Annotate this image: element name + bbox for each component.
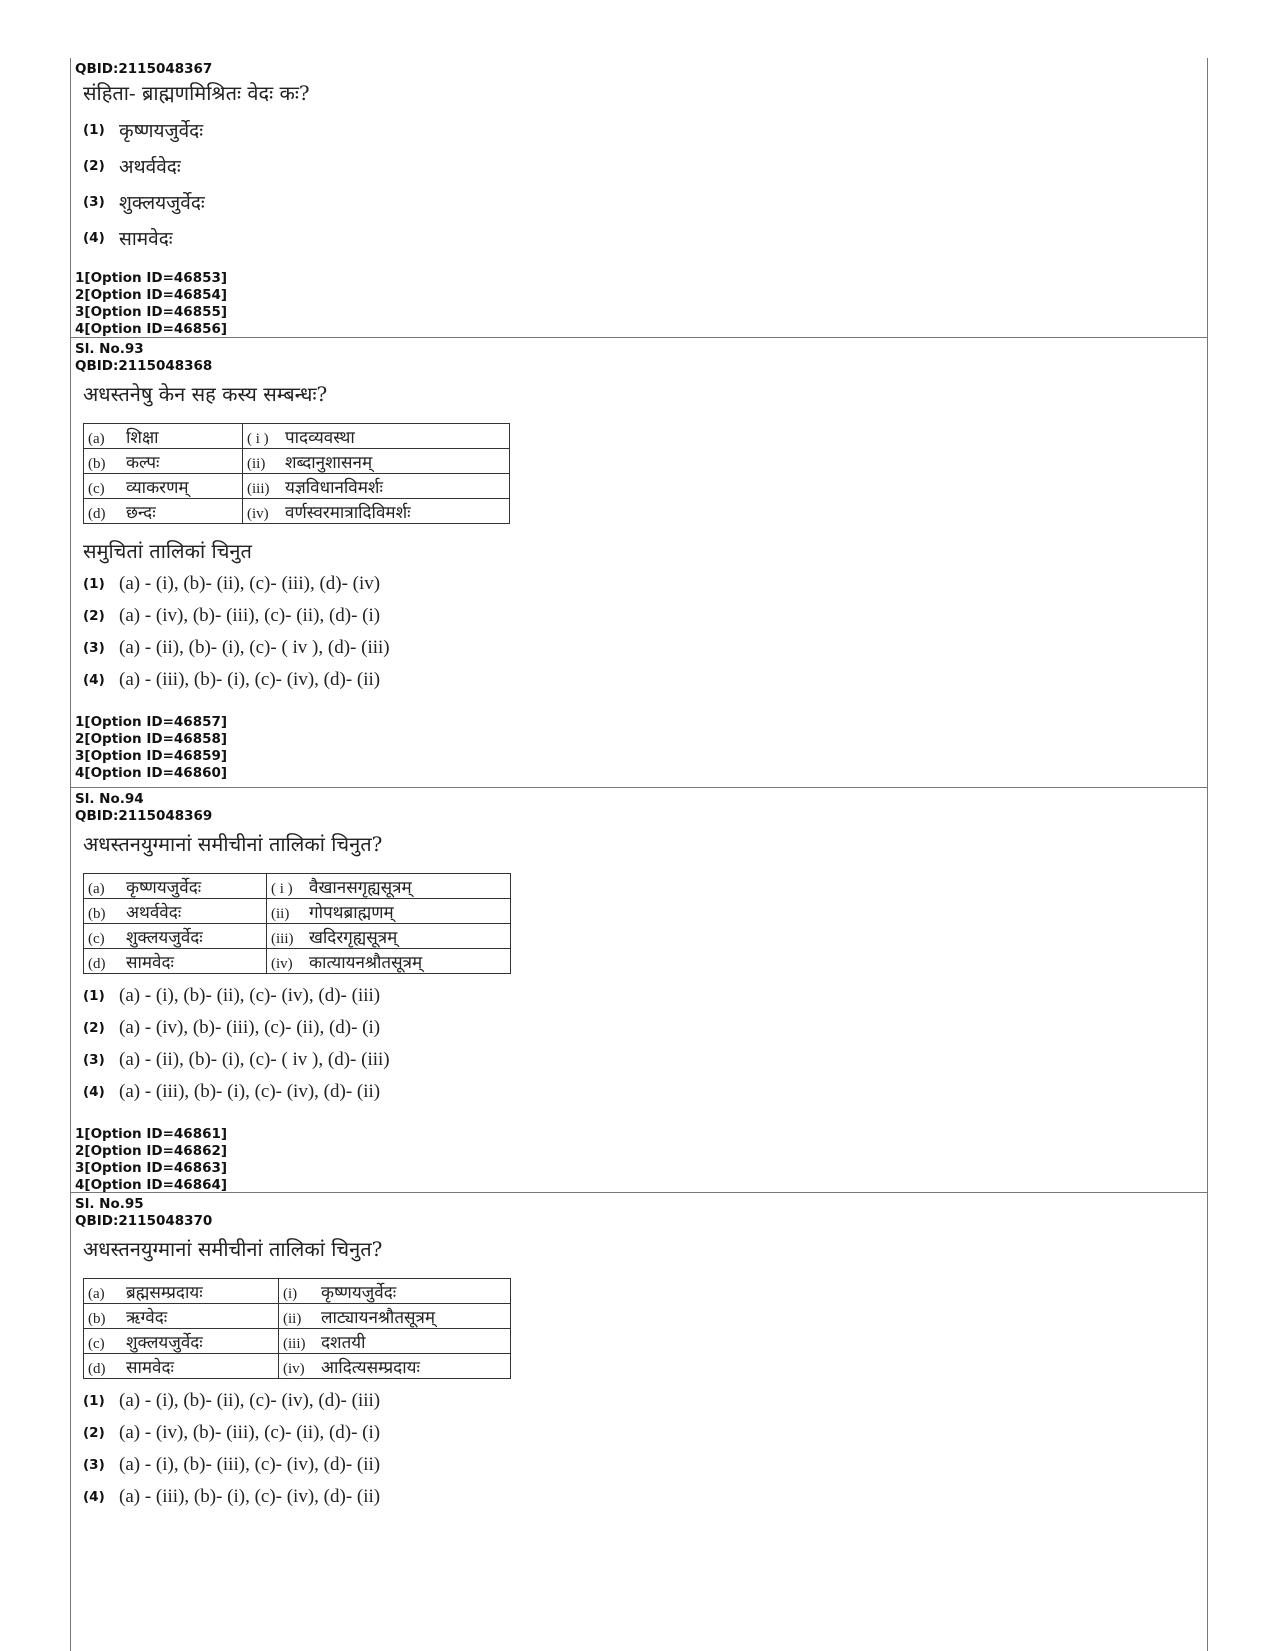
option-number: (4) xyxy=(83,1489,105,1505)
cell-text: शुक्लयजुर्वेदः xyxy=(126,927,203,948)
option-id: 3[Option ID=46859] xyxy=(75,748,228,764)
cell-text: पादव्यवस्था xyxy=(285,427,355,448)
option-text: (a) - (i), (b)- (iii), (c)- (iv), (d)- (ii) xyxy=(119,1454,381,1475)
option-text: (a) - (iii), (b)- (i), (c)- (iv), (d)- (ii) xyxy=(119,1486,381,1507)
table-row xyxy=(84,424,510,449)
cell-text: लाट्यायनश्रौतसूत्रम् xyxy=(321,1307,436,1328)
row-label: (ii) xyxy=(247,455,266,472)
option-text: (a) - (i), (b)- (ii), (c)- (iv), (d)- (iii) xyxy=(119,1390,381,1411)
qbid: QBID:2115048368 xyxy=(75,358,213,374)
option-text: (a) - (iii), (b)- (i), (c)- (iv), (d)- (ii) xyxy=(119,669,381,690)
cell-text: ब्रह्मसम्प्रदायः xyxy=(126,1282,203,1303)
row-label: (b) xyxy=(88,1310,106,1327)
option-id: 2[Option ID=46854] xyxy=(75,287,228,303)
row-label: (ii) xyxy=(283,1310,302,1327)
row-label: (iv) xyxy=(283,1360,305,1377)
question-block-94 xyxy=(71,788,1207,1193)
option-number: (1) xyxy=(83,122,105,138)
option-id: 3[Option ID=46855] xyxy=(75,304,228,320)
serial-number: Sl. No.94 xyxy=(75,791,144,807)
option-text: सामवेदः xyxy=(119,228,173,250)
cell-text: खदिरगृह्यसूत्रम् xyxy=(309,927,398,948)
cell-text: सामवेदः xyxy=(126,1357,174,1378)
table-row xyxy=(84,949,511,974)
question-block-92 xyxy=(71,58,1207,338)
qbid: QBID:2115048370 xyxy=(75,1213,213,1229)
option-text: (a) - (i), (b)- (ii), (c)- (iii), (d)- (iv) xyxy=(119,573,381,594)
row-label: (iv) xyxy=(271,955,293,972)
cell-text: वैखानसगृह्यसूत्रम् xyxy=(309,877,412,898)
option-3 xyxy=(83,184,1207,220)
row-label: (d) xyxy=(88,1360,106,1377)
option-2 xyxy=(83,1012,1207,1044)
option-4 xyxy=(83,220,1207,256)
row-label: ( i ) xyxy=(247,430,269,447)
table-row xyxy=(84,499,510,524)
table-row xyxy=(84,874,511,899)
option-number: (2) xyxy=(83,158,105,174)
table-row xyxy=(84,924,511,949)
row-label: (d) xyxy=(88,505,106,522)
match-table xyxy=(83,423,510,524)
option-ids xyxy=(75,270,1207,338)
cell-text: कृष्णयजुर्वेदः xyxy=(321,1282,397,1303)
cell-text: दशतयी xyxy=(321,1332,366,1353)
row-label: (iii) xyxy=(247,480,270,497)
cell-text: कल्पः xyxy=(126,452,160,473)
cell-text: शिक्षा xyxy=(126,427,159,448)
option-text: अथर्ववेदः xyxy=(119,156,181,178)
row-label: (c) xyxy=(88,1335,105,1352)
option-3 xyxy=(83,1449,1207,1481)
option-4 xyxy=(83,1076,1207,1108)
option-ids xyxy=(75,1126,1207,1194)
option-text: (a) - (iii), (b)- (i), (c)- (iv), (d)- (ii) xyxy=(119,1081,381,1102)
option-id: 2[Option ID=46858] xyxy=(75,731,228,747)
row-label: (d) xyxy=(88,955,106,972)
option-number: (3) xyxy=(83,640,105,656)
option-number: (2) xyxy=(83,1020,105,1036)
row-label: (c) xyxy=(88,480,105,497)
row-label: ( i ) xyxy=(271,880,293,897)
option-1 xyxy=(83,1385,1207,1417)
option-3 xyxy=(83,632,1207,664)
question-block-95 xyxy=(71,1193,1207,1643)
option-id: 1[Option ID=46861] xyxy=(75,1126,228,1142)
cell-text: सामवेदः xyxy=(126,952,174,973)
option-number: (1) xyxy=(83,576,105,592)
row-label: (a) xyxy=(88,430,105,447)
table-row xyxy=(84,1329,511,1354)
cell-text: कृष्णयजुर्वेदः xyxy=(126,877,202,898)
question-paper-frame xyxy=(70,58,1208,1651)
option-id: 4[Option ID=46864] xyxy=(75,1177,228,1193)
option-text: (a) - (ii), (b)- (i), (c)- ( iv ), (d)- (iii) xyxy=(119,637,390,658)
option-number: (1) xyxy=(83,988,105,1004)
row-label: (ii) xyxy=(271,905,290,922)
option-text: (a) - (iv), (b)- (iii), (c)- (ii), (d)- (i) xyxy=(119,1422,381,1443)
row-label: (iii) xyxy=(283,1335,306,1352)
match-table xyxy=(83,873,511,974)
option-1 xyxy=(83,568,1207,600)
cell-text: छन्दः xyxy=(126,502,156,523)
option-2 xyxy=(83,1417,1207,1449)
question-text: अधस्तनेषु केन सह कस्य सम्बन्धः? xyxy=(83,382,328,406)
option-ids xyxy=(75,714,1207,782)
cell-text: व्याकरणम् xyxy=(126,477,189,498)
option-1 xyxy=(83,980,1207,1012)
row-label: (b) xyxy=(88,455,106,472)
option-text: (a) - (i), (b)- (ii), (c)- (iv), (d)- (iii) xyxy=(119,985,381,1006)
row-label: (c) xyxy=(88,930,105,947)
option-3 xyxy=(83,1044,1207,1076)
option-number: (2) xyxy=(83,1425,105,1441)
option-2 xyxy=(83,600,1207,632)
option-number: (1) xyxy=(83,1393,105,1409)
sub-prompt: समुचितां तालिकां चिनुत xyxy=(83,539,252,563)
option-1 xyxy=(83,112,1207,148)
question-text: अधस्तनयुग्मानां समीचीनां तालिकां चिनुत? xyxy=(83,1237,383,1261)
cell-text: यज्ञविधानविमर्शः xyxy=(285,477,383,498)
cell-text: ऋग्वेदः xyxy=(126,1307,168,1328)
table-row xyxy=(84,449,510,474)
option-id: 2[Option ID=46862] xyxy=(75,1143,228,1159)
option-text: कृष्णयजुर्वेदः xyxy=(119,120,204,142)
cell-text: अथर्ववेदः xyxy=(126,902,182,923)
option-text: शुक्लयजुर्वेदः xyxy=(119,192,205,214)
table-row xyxy=(84,1279,511,1304)
option-id: 4[Option ID=46856] xyxy=(75,321,228,337)
option-id: 1[Option ID=46857] xyxy=(75,714,228,730)
cell-text: गोपथब्राह्मणम् xyxy=(309,902,394,923)
cell-text: आदित्यसम्प्रदायः xyxy=(321,1357,420,1378)
cell-text: शुक्लयजुर्वेदः xyxy=(126,1332,203,1353)
table-row xyxy=(84,474,510,499)
serial-number: Sl. No.95 xyxy=(75,1196,144,1212)
cell-text: वर्णस्वरमात्रादिविमर्शः xyxy=(285,502,411,523)
qbid: QBID:2115048367 xyxy=(75,61,213,77)
row-label: (iii) xyxy=(271,930,294,947)
option-text: (a) - (ii), (b)- (i), (c)- ( iv ), (d)- (iii) xyxy=(119,1049,390,1070)
option-number: (3) xyxy=(83,1457,105,1473)
option-text: (a) - (iv), (b)- (iii), (c)- (ii), (d)- (i) xyxy=(119,1017,381,1038)
option-number: (3) xyxy=(83,194,105,210)
cell-text: कात्यायनश्रौतसूत्रम् xyxy=(309,952,423,973)
question-text: संहिता- ब्राह्मणमिश्रितः वेदः कः? xyxy=(83,81,310,105)
option-4 xyxy=(83,1481,1207,1513)
option-4 xyxy=(83,664,1207,696)
serial-number: Sl. No.93 xyxy=(75,341,144,357)
question-text: अधस्तनयुग्मानां समीचीनां तालिकां चिनुत? xyxy=(83,832,383,856)
question-block-93 xyxy=(71,338,1207,788)
option-id: 3[Option ID=46863] xyxy=(75,1160,228,1176)
row-label: (a) xyxy=(88,880,105,897)
table-row xyxy=(84,1354,511,1379)
table-row xyxy=(84,1304,511,1329)
cell-text: शब्दानुशासनम् xyxy=(285,452,373,473)
row-label: (a) xyxy=(88,1285,105,1302)
option-number: (2) xyxy=(83,608,105,624)
option-number: (4) xyxy=(83,1084,105,1100)
option-2 xyxy=(83,148,1207,184)
option-text: (a) - (iv), (b)- (iii), (c)- (ii), (d)- (i) xyxy=(119,605,381,626)
option-number: (4) xyxy=(83,230,105,246)
option-number: (3) xyxy=(83,1052,105,1068)
row-label: (iv) xyxy=(247,505,269,522)
row-label: (b) xyxy=(88,905,106,922)
row-label: (i) xyxy=(283,1285,298,1302)
table-row xyxy=(84,899,511,924)
option-id: 1[Option ID=46853] xyxy=(75,270,228,286)
option-number: (4) xyxy=(83,672,105,688)
option-id: 4[Option ID=46860] xyxy=(75,765,228,781)
qbid: QBID:2115048369 xyxy=(75,808,213,824)
match-table xyxy=(83,1278,511,1379)
